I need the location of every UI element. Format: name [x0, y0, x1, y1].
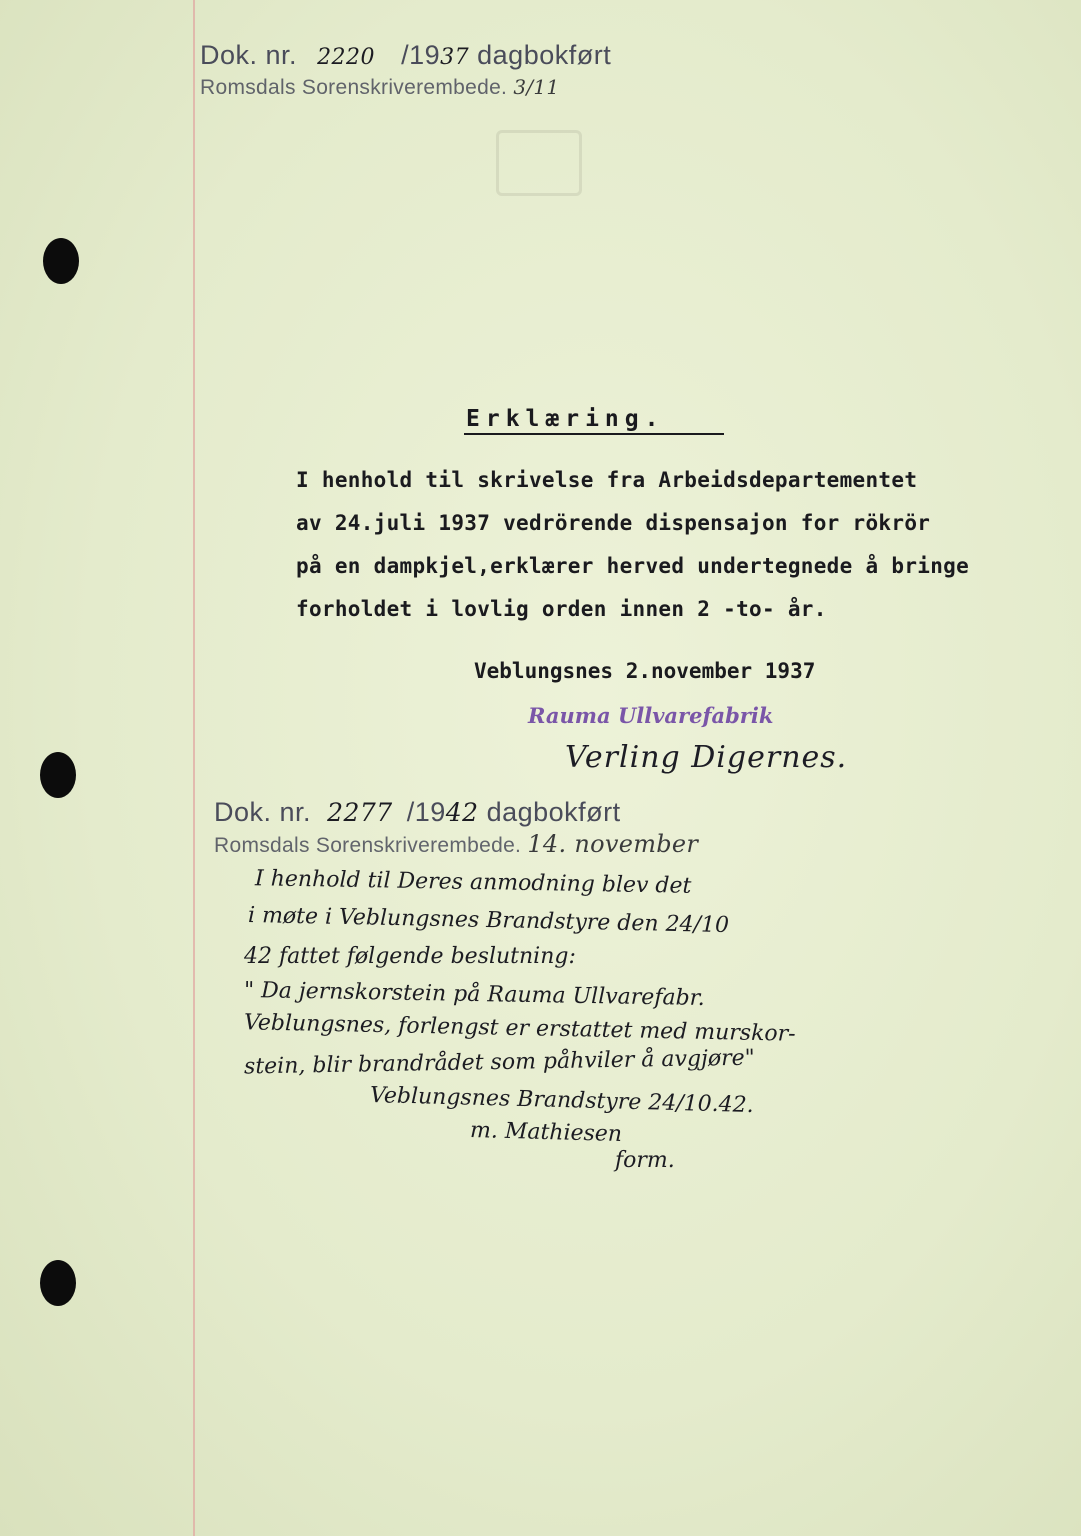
stamp-2-date: 14. november — [527, 830, 699, 858]
declaration-title: Erklæring. — [466, 406, 665, 432]
stamp-1-suffix: dagbokført — [477, 40, 612, 70]
faint-stamp-mark — [496, 130, 582, 196]
handwritten-line-9: form. — [615, 1148, 675, 1173]
declaration-line-4: forholdet i lovlig orden innen 2 -to- år. — [296, 597, 827, 621]
stamp-2-office: Romsdals Sorenskriverembede. — [214, 834, 522, 857]
margin-line — [193, 0, 195, 1536]
stamp-1-prefix: Dok. nr. — [200, 40, 298, 70]
company-stamp: Rauma Ullvarefabrik — [528, 703, 774, 728]
punch-hole-top — [43, 238, 79, 284]
place-date: Veblungsnes 2.november 1937 — [474, 659, 816, 683]
stamp-2-year-prefix: /19 — [406, 797, 446, 827]
stamp-2-prefix: Dok. nr. — [214, 797, 312, 827]
handwritten-line-2: i møte i Veblungsnes Brandstyre den 24/10 — [247, 902, 730, 939]
stamp-2-suffix: dagbokført — [486, 797, 621, 827]
stamp-1-year-suffix: 37 — [440, 45, 470, 70]
registry-stamp-1 — [200, 40, 611, 100]
signature: Verling Digernes. — [565, 740, 848, 775]
handwritten-line-8: m. Mathiesen — [469, 1118, 623, 1147]
declaration-line-1: I henhold til skrivelse fra Arbeidsdepartementet — [296, 468, 918, 492]
registry-stamp-2 — [214, 797, 698, 858]
stamp-2-year-suffix: 42 — [445, 798, 479, 827]
punch-hole-bottom — [40, 1260, 76, 1306]
declaration-line-2: av 24.juli 1937 vedrörende dispensajon for rökrör — [296, 511, 931, 535]
handwritten-line-6: stein, blir brandrådet som påhviler å avgjøre" — [243, 1045, 755, 1080]
declaration-line-3: på en dampkjel,erklærer herved undertegnede å bringe — [296, 554, 970, 578]
punch-hole-middle — [40, 752, 76, 798]
stamp-1-number: 2220 — [317, 45, 376, 70]
handwritten-line-5: Veblungsnes, forlengst er erstattet med murskor- — [243, 1010, 796, 1047]
handwritten-line-1: I henhold til Deres anmodning blev det — [254, 866, 692, 899]
stamp-1-year-prefix: /19 — [401, 40, 441, 70]
stamp-1-date: 3/11 — [513, 75, 560, 99]
stamp-2-number: 2277 — [327, 798, 393, 827]
stamp-1-office: Romsdals Sorenskriverembede. — [200, 76, 508, 99]
handwritten-line-7: Veblungsnes Brandstyre 24/10.42. — [369, 1082, 754, 1119]
handwritten-line-3: 42 fattet følgende beslutning: — [244, 944, 576, 969]
title-underline — [464, 433, 724, 435]
handwritten-line-4: " Da jernskorstein på Rauma Ullvarefabr. — [243, 977, 705, 1012]
